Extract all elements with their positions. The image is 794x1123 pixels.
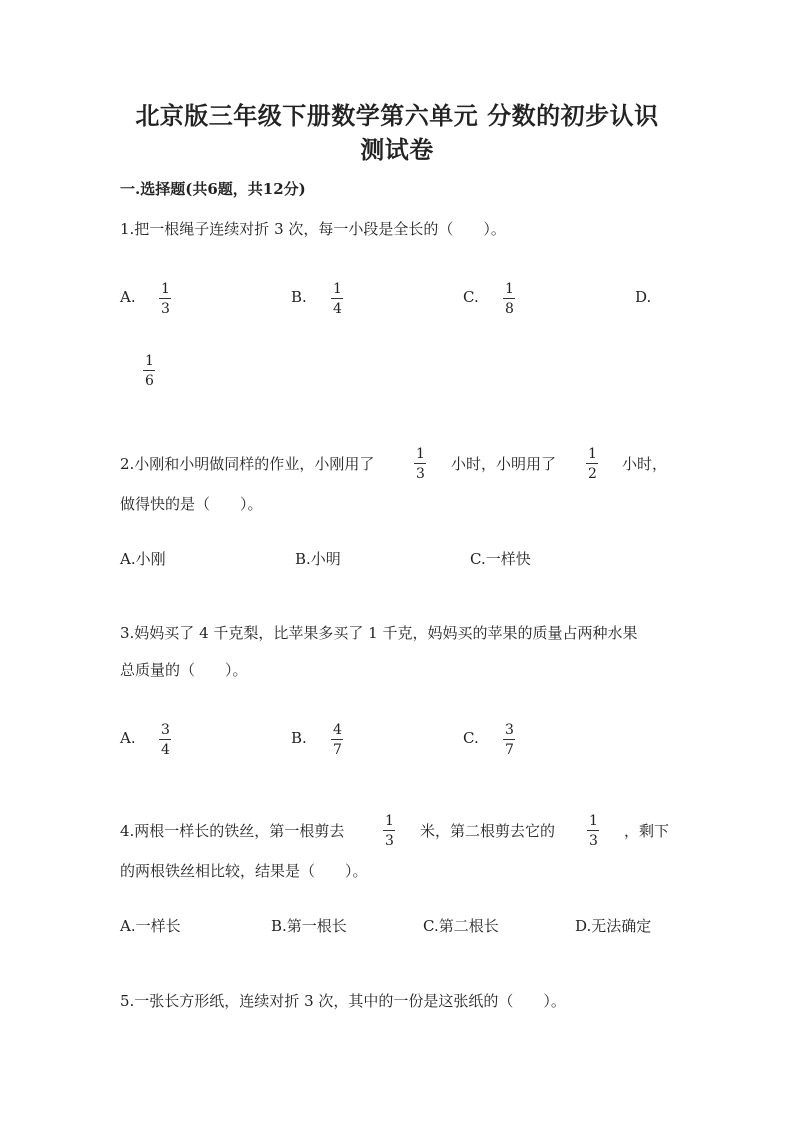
q3-option-a-fraction[interactable]: 3 4 — [161, 722, 170, 758]
question-1-stem: 1.把一根绳子连续对折 3 次，每一小段是全长的（ ）。 — [120, 220, 506, 238]
q1-option-a-label[interactable]: A. — [120, 288, 136, 306]
q2-option-b[interactable]: B.小明 — [295, 550, 341, 568]
q2-option-c[interactable]: C.一样快 — [470, 550, 531, 568]
question-2-part1: 2.小刚和小明做同样的作业，小刚用了 — [120, 455, 375, 473]
page-title: 北京版三年级下册数学第六单元 分数的初步认识 — [135, 101, 659, 130]
section-heading: 一.选择题(共6题，共12分) — [120, 180, 306, 198]
question-4-part3: ，剩下 — [624, 822, 670, 840]
question-4-line2: 的两根铁丝相比较，结果是（ ）。 — [120, 862, 368, 880]
q2-fraction-1: 1 3 — [416, 446, 425, 482]
q1-option-b-fraction[interactable]: 1 4 — [333, 281, 342, 317]
q3-option-b-label[interactable]: B. — [291, 729, 307, 747]
q2-option-a[interactable]: A.小刚 — [120, 550, 166, 568]
q3-option-c-fraction[interactable]: 3 7 — [505, 722, 514, 758]
question-4-part1: 4.两根一样长的铁丝，第一根剪去 — [120, 822, 345, 840]
q1-option-d-fraction[interactable]: 1 6 — [145, 353, 154, 389]
q3-option-c-label[interactable]: C. — [463, 729, 479, 747]
question-2-line2: 做得快的是（ ）。 — [120, 495, 263, 513]
question-3-line2: 总质量的（ ）。 — [120, 661, 248, 679]
question-2-part2: 小时，小明用了 — [451, 455, 557, 473]
q4-fraction-1: 1 3 — [385, 813, 394, 849]
q3-option-b-fraction[interactable]: 4 7 — [333, 722, 342, 758]
question-2-part3: 小时， — [622, 455, 668, 473]
q1-option-a-fraction[interactable]: 1 3 — [161, 281, 170, 317]
q4-option-a[interactable]: A.一样长 — [120, 917, 181, 935]
question-3-line1: 3.妈妈买了 4 千克梨，比苹果多买了 1 千克，妈妈买的苹果的质量占两种水果 — [120, 624, 638, 642]
q3-option-a-label[interactable]: A. — [120, 729, 136, 747]
question-4-part2: 米，第二根剪去它的 — [420, 822, 556, 840]
page-title-line2: 测试卷 — [360, 135, 434, 164]
q1-option-b-label[interactable]: B. — [291, 288, 307, 306]
q4-fraction-2: 1 3 — [589, 813, 598, 849]
q4-option-d[interactable]: D.无法确定 — [575, 917, 652, 935]
q1-option-c-fraction[interactable]: 1 8 — [505, 281, 514, 317]
q2-fraction-2: 1 2 — [588, 446, 597, 482]
question-5-stem: 5.一张长方形纸，连续对折 3 次，其中的一份是这张纸的（ ）。 — [120, 992, 566, 1010]
q1-option-d-label[interactable]: D. — [635, 288, 652, 306]
q4-option-b[interactable]: B.第一根长 — [271, 917, 347, 935]
q1-option-c-label[interactable]: C. — [463, 288, 479, 306]
q4-option-c[interactable]: C.第二根长 — [423, 917, 499, 935]
